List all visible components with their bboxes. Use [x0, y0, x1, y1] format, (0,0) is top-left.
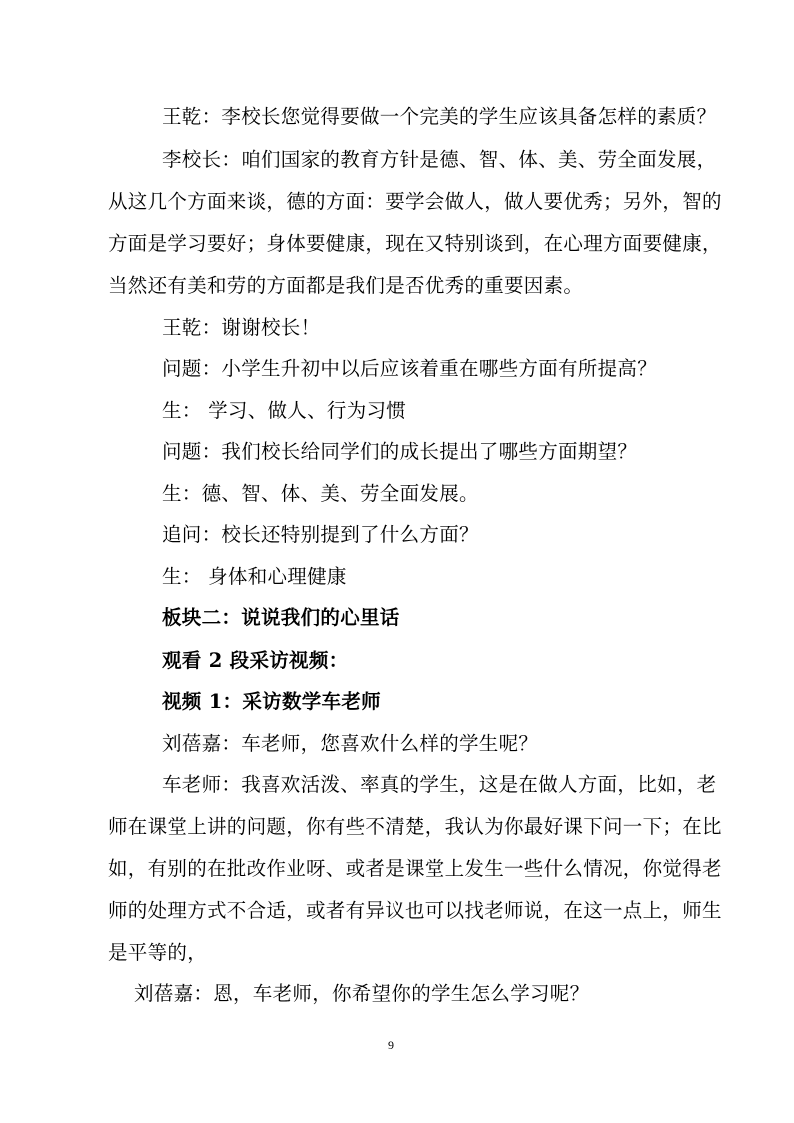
text-line: 当然还有美和劳的方面都是我们是否优秀的重要因素。	[108, 274, 584, 297]
text-line: 从这几个方面来谈，德的方面：要学会做人，做人要优秀；另外，智的	[108, 190, 722, 213]
text-line: 如，有别的在批改作业呀、或者是课堂上发生一些什么情况，你觉得老	[108, 857, 722, 880]
text-line: 王乾：谢谢校长！	[162, 316, 321, 339]
text-line: 问题：小学生升初中以后应该着重在哪些方面有所提高？	[162, 357, 658, 380]
text-line: 追问：校长还特别提到了什么方面？	[162, 523, 479, 546]
section-heading: 板块二：说说我们的心里话	[162, 606, 400, 629]
section-heading: 视频 1：采访数学车老师	[162, 690, 381, 713]
text-line: 刘蓓嘉：恩，车老师，你希望你的学生怎么学习呢？	[134, 982, 590, 1005]
section-heading: 观看 2 段采访视频：	[162, 649, 349, 672]
text-line: 师的处理方式不合适，或者有异议也可以找老师说，在这一点上，师生	[108, 899, 722, 922]
text-line: 生： 学习、做人、行为习惯	[162, 399, 407, 422]
text-line: 王乾：李校长您觉得要做一个完美的学生应该具备怎样的素质？	[162, 105, 717, 128]
page-number: 9	[388, 1038, 394, 1052]
text-line: 车老师：我喜欢活泼、率真的学生，这是在做人方面，比如，老	[162, 773, 717, 796]
text-line: 问题：我们校长给同学们的成长提出了哪些方面期望？	[162, 440, 638, 463]
text-line: 方面是学习要好；身体要健康，现在又特别谈到，在心理方面要健康，	[108, 232, 722, 255]
text-line: 生： 身体和心理健康	[162, 565, 347, 588]
text-line: 是平等的，	[108, 941, 208, 964]
text-line: 师在课堂上讲的问题，你有些不清楚，我认为你最好课下问一下；在比	[108, 815, 722, 838]
text-line: 刘蓓嘉：车老师，您喜欢什么样的学生呢？	[162, 732, 539, 755]
text-line: 李校长：咱们国家的教育方针是德、智、体、美、劳全面发展，	[162, 148, 717, 171]
text-line: 生：德、智、体、美、劳全面发展。	[162, 482, 479, 505]
